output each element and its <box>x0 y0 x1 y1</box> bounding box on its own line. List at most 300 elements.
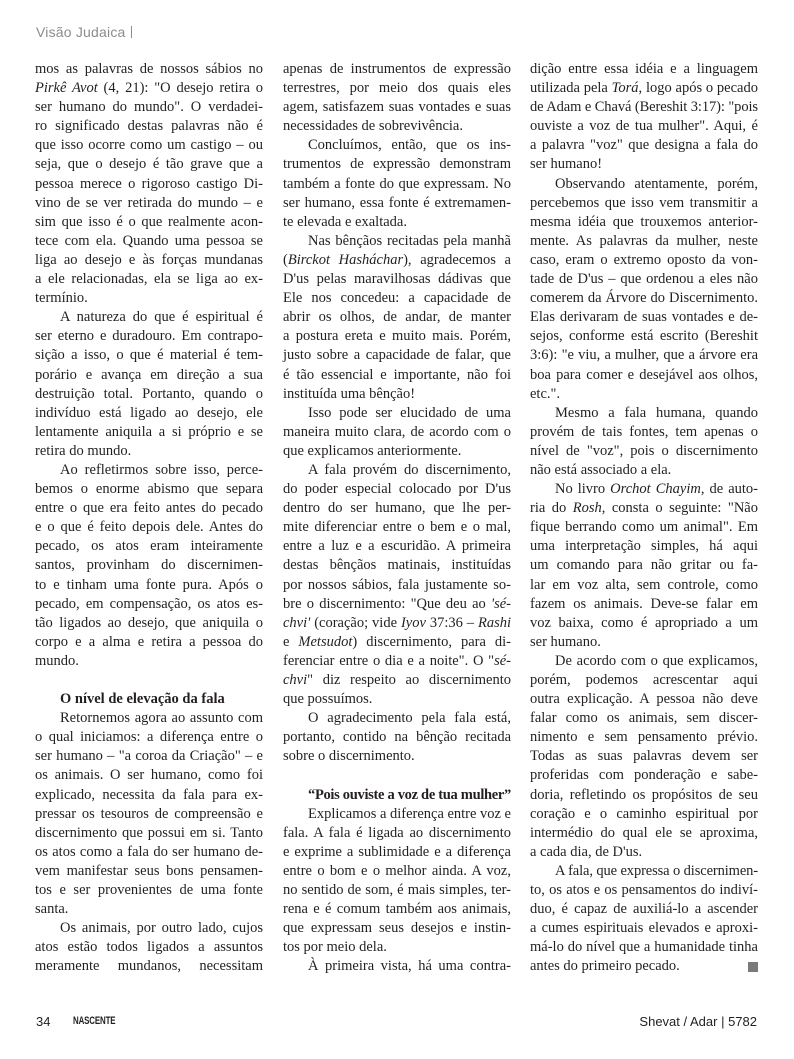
line-text: tece com ela. Quando uma pessoa se <box>35 232 263 249</box>
line-text: fala. A fala é ligada ao discernimento <box>283 824 511 841</box>
text-line <box>283 117 511 136</box>
line-text: ser humano. <box>530 633 601 650</box>
line-text: pecado, em compensação, os atos es- <box>35 595 263 612</box>
line-text: santos, provinham do discernimen- <box>35 557 263 574</box>
line-text: mesma idéia que trouxemos anterior- <box>530 213 758 230</box>
line-text: etc.". <box>530 385 561 402</box>
text-line <box>530 919 758 938</box>
text-line <box>283 327 511 346</box>
line-text: Concluímos, então, que os ins- <box>308 137 511 154</box>
text-line <box>530 652 758 671</box>
paragraph <box>283 805 511 958</box>
line-text: ouviste a voz de tua mulher". Aqui, é <box>530 118 758 135</box>
paragraph <box>530 480 758 652</box>
text-line <box>283 289 511 308</box>
line-text: liga ao desejo e às forças mundanas <box>35 251 263 268</box>
text-line <box>530 518 758 537</box>
line-text: Observando atentamente, porém, <box>555 175 758 192</box>
line-text: A fala provém do discernimento, <box>308 461 511 478</box>
text-line <box>35 289 263 308</box>
text-line <box>35 881 263 900</box>
line-text: vino de se ver retirada do mundo – e <box>35 194 263 211</box>
line-text: má-lo do nível que a humanidade tinha <box>530 939 758 956</box>
text-line <box>35 537 263 556</box>
text-line <box>283 308 511 327</box>
line-text <box>555 481 758 497</box>
line-text: sobre o discernimento. <box>283 748 415 765</box>
text-line <box>283 175 511 194</box>
line-text: lentamente aniquila a si próprio e se <box>35 423 263 440</box>
line-text: abrir os olhos, de andar, de manter <box>283 309 511 326</box>
running-header <box>36 24 132 40</box>
text-line <box>530 404 758 423</box>
text-segment: bre o discernimento: "Que deu ao <box>283 595 491 612</box>
line-text: entre a luz e a escuridão. A primeira <box>283 538 511 555</box>
line-text: indivíduo está ligado ao desejo, ele <box>35 404 263 421</box>
text-line <box>283 442 511 461</box>
text-line <box>530 862 758 881</box>
text-column-right <box>530 60 758 977</box>
line-text: trumentos de expressão demonstram <box>283 156 511 173</box>
line-text: os atos como a fala do ser humano de- <box>35 843 263 860</box>
text-line <box>530 556 758 575</box>
line-text: no sentido de som, é mais simples, ter- <box>283 882 511 899</box>
text-line <box>530 766 758 785</box>
text-line <box>283 385 511 404</box>
line-text: antes do primeiro pecado. <box>530 958 680 975</box>
line-text: nimento e sem pensamento prévio. <box>530 729 758 746</box>
text-line <box>530 633 758 652</box>
line-text: Isso pode ser elucidado de uma <box>308 404 511 421</box>
line-text: to e tinham uma fonte pura. Após o <box>35 576 263 593</box>
line-text: agem, satisfazem suas vontades e suas <box>283 99 511 116</box>
text-line <box>530 251 758 270</box>
line-text: instituída uma bênção! <box>283 385 416 402</box>
text-line <box>530 175 758 194</box>
section-heading-text: “Pois ouviste a voz de tua mulher” <box>308 786 511 803</box>
text-line <box>283 957 511 976</box>
line-text <box>283 672 511 688</box>
text-line <box>35 404 263 423</box>
paragraph <box>35 709 263 919</box>
italic-text: Torá <box>611 80 639 97</box>
text-segment: No livro <box>555 481 611 498</box>
line-text: pressar os tesouros de compreensão e <box>35 805 263 822</box>
text-line <box>283 461 511 480</box>
line-text <box>283 653 511 669</box>
text-line <box>283 614 511 633</box>
text-line <box>35 805 263 824</box>
paragraph <box>530 175 758 404</box>
text-line <box>35 766 263 785</box>
line-text: seja, que o desejo é tão grave que a <box>35 156 263 173</box>
italic-text: sé- <box>494 652 511 669</box>
text-segment: , logo após o pecado <box>638 80 758 97</box>
text-line <box>530 499 758 518</box>
italic-text: 'sé- <box>490 595 511 612</box>
line-text: Ao refletirmos sobre isso, perce- <box>60 461 263 478</box>
line-text: e exprime a sublimidade e a diferença <box>283 843 511 860</box>
text-line <box>283 98 511 117</box>
italic-text: chvi <box>283 672 308 688</box>
text-line <box>283 728 511 747</box>
line-text: ser humano, essa fonte é extremamen- <box>283 194 511 211</box>
line-text: te elevada e exaltada. <box>283 213 407 230</box>
text-line <box>283 251 511 270</box>
header-divider <box>131 26 132 38</box>
paragraph <box>283 232 511 404</box>
line-text: terrestres, por meio dos quais eles <box>283 80 511 97</box>
text-line <box>283 938 511 957</box>
line-text: por nossos sábios, fala justamente so- <box>283 576 511 593</box>
line-text: falar como os animais, sem discer- <box>530 710 758 727</box>
line-text: A fala, que expressa o discernimen- <box>555 862 758 879</box>
text-line <box>283 595 511 614</box>
text-segment: ria do <box>530 500 573 517</box>
text-line <box>35 346 263 365</box>
text-line <box>35 957 263 976</box>
line-text: tão ligados ao desejo, que aniquila o <box>35 614 263 631</box>
line-text: tos por meio dela. <box>283 939 387 956</box>
section-heading <box>35 690 263 709</box>
line-text: Retornemos agora ao assunto com <box>60 710 263 727</box>
text-line <box>530 805 758 824</box>
line-text: portanto, contido na bênção recitada <box>283 729 511 746</box>
line-text <box>35 80 263 96</box>
text-line <box>35 728 263 747</box>
paragraph <box>283 60 511 136</box>
text-line <box>35 327 263 346</box>
line-text: sim que isso é o que realmente acon- <box>35 213 263 230</box>
text-line <box>283 824 511 843</box>
line-text: a palavra "voz" que designa a fala do <box>530 137 758 154</box>
italic-text: Rosh <box>572 500 602 517</box>
issue-label: Shevat / Adar | 5782 <box>639 1014 757 1029</box>
line-text: e o que é feito depois dele. Antes do <box>35 519 263 536</box>
line-text: mundo. <box>35 652 79 669</box>
line-text: Os animais, por outro lado, cujos <box>60 920 263 937</box>
text-line <box>283 843 511 862</box>
text-segment: ferenciar entre o dia e a noite". O " <box>283 652 495 669</box>
line-text: de Adam e Chavá (Bereshit 3:17): "pois <box>530 99 758 116</box>
text-line <box>283 194 511 213</box>
text-line <box>530 423 758 442</box>
text-line <box>283 862 511 881</box>
line-text: explicado, necessita da fala para ex- <box>35 786 263 803</box>
text-line <box>35 213 263 232</box>
text-line <box>35 747 263 766</box>
line-text: coração e o caminho espiritual por <box>530 805 758 822</box>
text-line <box>283 690 511 709</box>
paragraph <box>283 136 511 231</box>
text-segment: , de auto- <box>700 481 759 498</box>
line-text: porário e avança em direção a sua <box>35 366 263 383</box>
line-text: ser humano – "a coroa da Criação" – e <box>35 748 263 765</box>
text-line <box>35 308 263 327</box>
text-line <box>35 270 263 289</box>
line-text: é tão essencial e importante, não foi <box>283 366 511 383</box>
section-heading-text: O nível de elevação da fala <box>60 691 225 708</box>
text-line <box>530 136 758 155</box>
line-text: um comando para não gritar ou fa- <box>530 557 758 574</box>
paragraph <box>530 652 758 862</box>
line-text: maneira muito clara, de acordo com o <box>283 423 511 440</box>
paragraph <box>283 709 511 766</box>
line-text <box>283 252 511 268</box>
line-text: que possuímos. <box>283 691 373 708</box>
line-text <box>530 500 758 516</box>
text-line <box>530 576 758 595</box>
paragraph <box>35 919 263 976</box>
text-line <box>283 652 511 671</box>
text-line <box>283 518 511 537</box>
text-segment: (4, 21): "O desejo retira o <box>97 80 263 97</box>
text-line <box>283 881 511 900</box>
text-line <box>530 98 758 117</box>
line-text: tos e ser provenientes de uma fonte <box>35 882 263 899</box>
italic-text: Birckot Hasháchar <box>287 251 404 268</box>
line-text: ro significado destas palavras não é <box>35 118 263 135</box>
text-line <box>530 537 758 556</box>
line-text: a cada dia, de D'us. <box>530 843 643 860</box>
line-text: ser eterno e duradouro. Em contrapo- <box>35 328 263 345</box>
text-line <box>283 155 511 174</box>
line-text: bemos o enorme abismo que separa <box>35 481 263 498</box>
line-text: dição entre essa idéia e a linguagem <box>530 61 758 77</box>
line-text: À primeira vista, há uma contra- <box>308 958 511 975</box>
line-text: Todas as suas palavras devem ser <box>530 748 758 765</box>
line-text: outra explicação. A pessoa não deve <box>530 691 758 708</box>
line-text: 3:6): "e viu, a mulher, que a árvore era <box>530 347 758 364</box>
paragraph <box>283 404 511 461</box>
text-line <box>35 652 263 671</box>
text-line <box>283 576 511 595</box>
text-line <box>283 556 511 575</box>
text-line <box>283 79 511 98</box>
text-line <box>530 60 758 79</box>
line-text: nível de "voz", pois o discernimento <box>530 442 758 459</box>
text-line <box>283 747 511 766</box>
text-line <box>35 155 263 174</box>
line-text: meramente mundanos, necessitam <box>35 958 263 975</box>
text-line <box>530 881 758 900</box>
text-line <box>35 938 263 957</box>
text-segment: ) discernimento, para di- <box>352 633 511 650</box>
text-line <box>35 824 263 843</box>
line-text: proferidas com ponderação e sabe- <box>530 767 758 784</box>
line-text: entre o bom e o melhor ainda. A voz, <box>283 862 511 879</box>
text-line <box>530 346 758 365</box>
paragraph <box>530 404 758 480</box>
text-line <box>35 194 263 213</box>
line-text: os animais. O ser humano, como foi <box>35 767 263 784</box>
line-text: pessoa merece o rigoroso castigo Di- <box>35 175 263 192</box>
text-line <box>35 461 263 480</box>
text-line <box>283 60 511 79</box>
text-line <box>530 366 758 385</box>
line-text: mos as palavras de nossos sábios no <box>35 61 263 77</box>
text-column-middle <box>283 60 511 977</box>
line-text: comerem da Árvore do Discernimento. <box>530 290 758 307</box>
text-segment: utilizada pela <box>530 80 612 97</box>
line-text: mente. As palavras da mulher, neste <box>530 232 758 249</box>
italic-text: Pirkê Avot <box>35 80 98 97</box>
text-line <box>35 117 263 136</box>
text-line <box>530 232 758 251</box>
line-text: o qual iniciamos: a diferença entre o <box>35 729 263 746</box>
end-of-article-mark <box>748 962 758 972</box>
text-line <box>530 308 758 327</box>
text-line <box>530 671 758 690</box>
text-line <box>35 556 263 575</box>
text-line <box>530 289 758 308</box>
text-line <box>530 747 758 766</box>
line-text: Mesmo a fala humana, quando <box>555 404 758 421</box>
text-line <box>35 442 263 461</box>
line-text: Elas derivaram de suas vontades e de- <box>530 309 758 326</box>
line-text: retira do mundo. <box>35 442 132 459</box>
italic-text: Rashi <box>477 614 511 631</box>
line-text: doria, refletindo os propósitos de seu <box>530 786 758 803</box>
text-line <box>283 366 511 385</box>
text-line <box>283 480 511 499</box>
line-text: to, os atos e os pensamentos do indiví- <box>530 882 758 899</box>
text-line <box>35 98 263 117</box>
text-line <box>35 232 263 251</box>
page-number: 34 <box>36 1014 51 1029</box>
text-line <box>530 155 758 174</box>
line-text: termínio. <box>35 290 88 307</box>
italic-text: Iyov <box>400 614 426 631</box>
line-text <box>283 615 511 631</box>
text-line <box>283 709 511 728</box>
line-text: apenas de instrumentos de expressão <box>283 61 511 77</box>
paragraph <box>530 60 758 175</box>
text-line <box>283 900 511 919</box>
paragraph <box>530 862 758 977</box>
text-line <box>530 900 758 919</box>
text-line <box>283 270 511 289</box>
italic-text: chvi' <box>283 614 311 631</box>
line-text: mite diferenciar entre o bem e o mal, <box>283 519 511 536</box>
text-line <box>530 480 758 499</box>
text-line <box>283 499 511 518</box>
line-text <box>283 634 511 650</box>
text-line <box>530 709 758 728</box>
text-line <box>530 938 758 957</box>
line-text: não está associado a ela. <box>530 461 672 478</box>
line-text: corpo e a alma e retira a pessoa do <box>35 633 263 650</box>
text-segment: 37:36 – <box>425 614 478 631</box>
text-line <box>530 270 758 289</box>
line-text: entre o que era feito antes do pecado <box>35 500 263 517</box>
text-line <box>530 786 758 805</box>
line-text: provém de tais fontes, tem apenas o <box>530 423 758 440</box>
text-line <box>530 824 758 843</box>
section-heading <box>283 786 511 805</box>
line-text: destruição total. Portanto, quando o <box>35 385 263 402</box>
text-line <box>35 480 263 499</box>
line-text: que explicamos anteriormente. <box>283 442 462 459</box>
text-line <box>35 862 263 881</box>
line-text: a ele relacionadas, ela se liga ao ex- <box>35 271 263 288</box>
text-segment: " diz respeito ao discernimento <box>307 672 511 688</box>
text-line <box>530 728 758 747</box>
line-text: porém, podemos acrescentar aqui <box>530 672 758 688</box>
text-line <box>530 843 758 862</box>
line-text: tade de D'us – que ordenou a eles não <box>530 271 758 288</box>
text-line <box>283 423 511 442</box>
text-line <box>35 595 263 614</box>
text-line <box>35 786 263 805</box>
line-text: Nas bênçãos recitadas pela manhã <box>308 232 511 249</box>
line-text: ser humano do mundo". O verdadei- <box>35 99 263 116</box>
line-text: caso, eram o extremo oposto da von- <box>530 251 758 268</box>
text-line <box>35 385 263 404</box>
text-line <box>35 614 263 633</box>
text-line <box>35 518 263 537</box>
paragraph <box>35 308 263 461</box>
line-text: também a fonte do que expressam. No <box>283 175 511 192</box>
line-text: D'us pelas maravilhosas dádivas que <box>283 271 511 288</box>
text-line <box>283 805 511 824</box>
line-text: a postura ereta e muito mais. Porém, <box>283 328 511 345</box>
text-line <box>283 404 511 423</box>
running-title: Visão Judaica <box>36 24 126 40</box>
text-segment: e <box>283 633 299 650</box>
line-text: uma interpretação simples, há aqui <box>530 538 758 555</box>
text-line <box>530 690 758 709</box>
text-line <box>530 327 758 346</box>
line-text: justo sobre a capacidade de falar, que <box>283 347 511 364</box>
line-text: A natureza do que é espiritual é <box>60 309 263 326</box>
line-text: pecado, os atos eram inteiramente <box>35 538 263 555</box>
text-segment: , consta o seguinte: "Não <box>601 500 758 517</box>
text-line <box>35 900 263 919</box>
line-text: sição a isso, o que é material é tem- <box>35 347 263 364</box>
text-line <box>283 232 511 251</box>
line-text: O agradecimento pela fala está, <box>308 710 511 727</box>
text-line <box>35 136 263 155</box>
text-line <box>530 117 758 136</box>
heading-spacer <box>283 766 511 785</box>
text-line <box>530 79 758 98</box>
magazine-logo: NASCENTE <box>73 1015 116 1027</box>
text-line <box>283 537 511 556</box>
text-line <box>283 633 511 652</box>
line-text: intermédio do qual ele se aproxima, <box>530 824 758 841</box>
text-line <box>283 919 511 938</box>
line-text: De acordo com o que explicamos, <box>555 652 758 669</box>
text-line <box>283 136 511 155</box>
text-line <box>35 79 263 98</box>
line-text: percebemos que isso vem transmitir a <box>530 194 758 211</box>
text-line <box>530 461 758 480</box>
line-text: Ele nos concedeu: a capacidade de <box>283 290 511 307</box>
text-line <box>283 213 511 232</box>
line-text: boa para comer e desejável aos olhos, <box>530 366 758 383</box>
line-text: que isso ocorre como um castigo – ou <box>35 137 263 154</box>
line-text: fazem os animais. Deve-se falar em <box>530 595 758 612</box>
text-line <box>530 194 758 213</box>
paragraph <box>35 60 263 308</box>
text-column-left <box>35 60 263 977</box>
text-segment: ( <box>283 251 288 268</box>
line-text: santa. <box>35 901 69 918</box>
text-line <box>35 423 263 442</box>
line-text <box>530 80 758 96</box>
text-line <box>35 576 263 595</box>
